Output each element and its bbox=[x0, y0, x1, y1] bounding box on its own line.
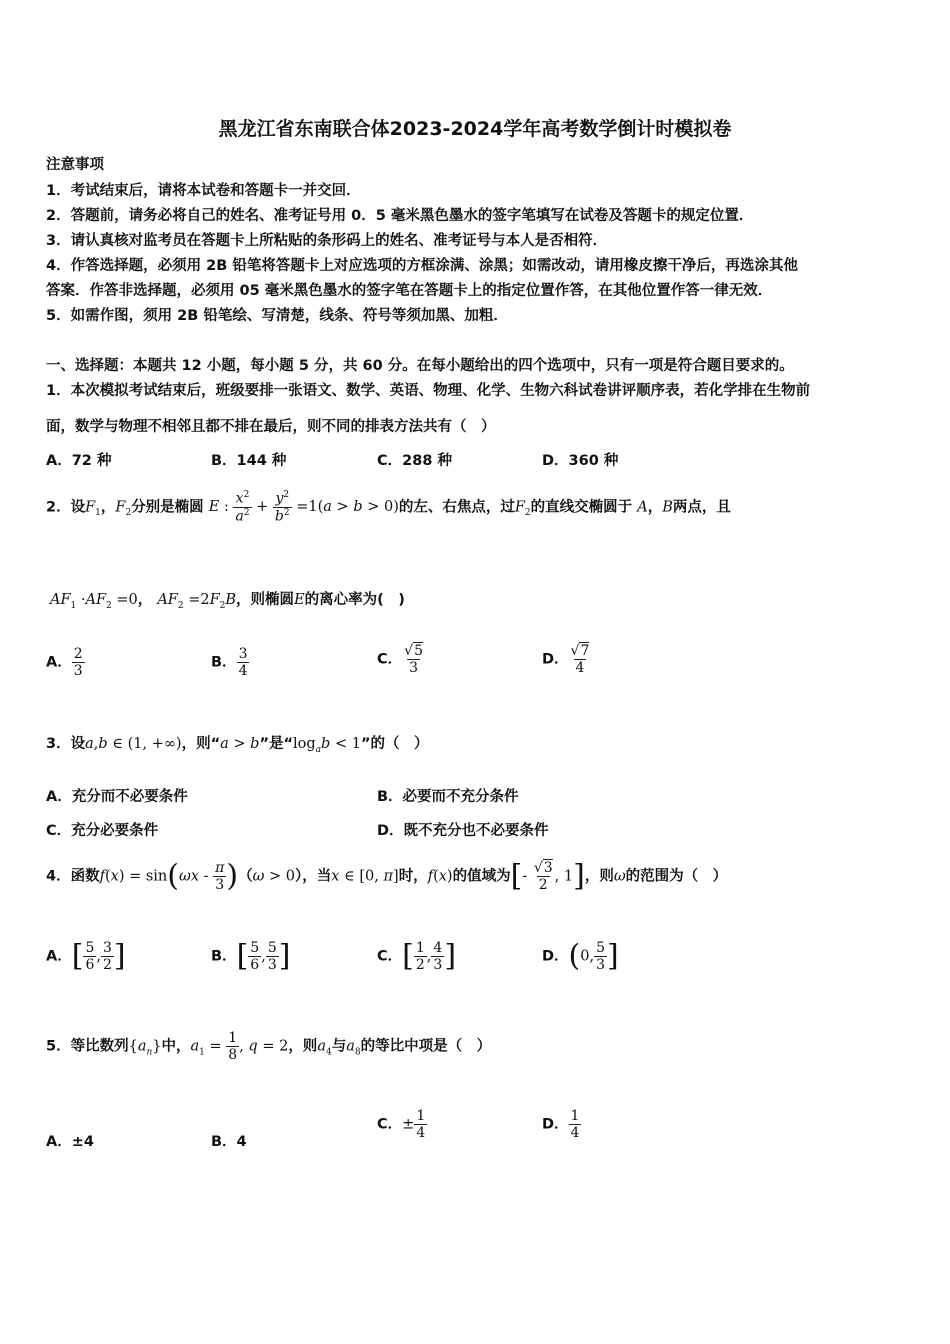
q2-option-c: C． $\frac{√5}{3}$ bbox=[377, 643, 423, 677]
notice-item-4: 4．作答选择题，必须用 2B 铅笔将答题卡上对应选项的方框涂满、涂黑；如需改动，请用橡皮擦干净后，再选涂其他 bbox=[46, 258, 798, 274]
section-heading: 一、选择题：本题共 12 小题，每小题 5 分，共 60 分。在每小题给出的四个选项中，只有一项是符合题目要求的。 bbox=[46, 358, 794, 374]
q4-option-c: C．[ $\frac{1}{2}$ , $\frac{4}{3}$ ] bbox=[377, 938, 457, 974]
notice-item-4-cont: 答案．作答非选择题，必须用 05 毫米黑色墨水的签字笔在答题卡上的指定位置作答，在其他位置作答一律无效． bbox=[46, 283, 773, 299]
ellipse-equation: E : $\frac{x^2}{a^2}$ + $\frac{y^2}{b^2}$ =1(a > b > 0) bbox=[208, 490, 399, 525]
notice-item-3: 3．请认真核对监考员在答题卡上所粘贴的条形码上的姓名、准考证号与本人是否相符． bbox=[46, 233, 608, 249]
notice-heading: 注意事项 bbox=[46, 157, 104, 173]
q1-line2: 面，数学与物理不相邻且都不排在最后，则不同的排表方法共有（ ） bbox=[46, 419, 496, 435]
notice-item-1: 1．考试结束后，请将本试卷和答题卡一并交回． bbox=[46, 183, 361, 199]
q5-stem: 5．等比数列$\{a_n\}$中，$a_1$ = $\frac{1}{8}$ , q = 2，则$a_4$与$a_8$的等比中项是（ ） bbox=[46, 1030, 492, 1064]
q1-option-b: B．144 种 bbox=[211, 453, 287, 469]
notice-item-5: 5．如需作图，须用 2B 铅笔绘、写清楚，线条、符号等须加黑、加粗． bbox=[46, 308, 508, 324]
q2-option-a: A． $\frac{2}{3}$ bbox=[46, 646, 83, 680]
q5-option-d: D． $\frac{1}{4}$ bbox=[542, 1108, 580, 1142]
q1-option-c: C．288 种 bbox=[377, 453, 452, 469]
q1-option-a: A．72 种 bbox=[46, 453, 112, 469]
q5-option-a: A．±4 bbox=[46, 1134, 94, 1150]
q5-option-c: C．± $\frac{1}{4}$ bbox=[377, 1108, 426, 1142]
q1-option-d: D．360 种 bbox=[542, 453, 619, 469]
q3-stem: 3．设a,b ∈ (1, +∞)，则“a > b”是“$\log_ab < 1$”的（ ） bbox=[46, 736, 429, 755]
q4-option-d: D．(0, $\frac{5}{3}$ ] bbox=[542, 938, 619, 974]
q2-option-b: B． $\frac{3}{4}$ bbox=[211, 646, 248, 680]
q3-option-a: A．充分而不必要条件 bbox=[46, 789, 188, 805]
q2-option-d: D． $\frac{√7}{4}$ bbox=[542, 643, 590, 677]
q4-option-a: A．[ $\frac{5}{6}$ , $\frac{3}{2}$ ] bbox=[46, 938, 126, 974]
q1-line1: 1．本次模拟考试结束后，班级要排一张语文、数学、英语、物理、化学、生物六科试卷讲评顺序表，若化学排在生物前 bbox=[46, 383, 811, 399]
q3-option-b: B．必要而不充分条件 bbox=[377, 789, 519, 805]
q5-option-b: B．4 bbox=[211, 1134, 247, 1150]
q2-condition: $AF_1 \cdot AF_2 =0$， $AF_2 =2F_2B$，则椭圆E的离心率为( ) bbox=[50, 592, 405, 611]
q2-stem: 2．设$F_1$，$F_2$分别是椭圆 E : $\frac{x^2}{a^2}$ + $\frac{y^2}{b^2}$ =1(a > b > 0)的左、右焦点，过$F_2$的直线交椭圆于 A，B两点，且 bbox=[46, 490, 731, 525]
notice-item-2: 2．答题前，请务必将自己的姓名、准考证号用 0．5 毫米黑色墨水的签字笔填写在试卷及答题卡的规定位置． bbox=[46, 208, 754, 224]
q3-option-c: C．充分必要条件 bbox=[46, 823, 159, 839]
q4-option-b: B．[ $\frac{5}{6}$ , $\frac{5}{3}$ ] bbox=[211, 938, 291, 974]
page-title: 黑龙江省东南联合体2023-2024学年高考数学倒计时模拟卷 bbox=[218, 118, 732, 140]
q4-stem: 4．函数f(x) = sin(ωx - $\frac{\pi}{3}$ )（ω > 0），当x ∈ [0, π]时，f(x)的值域为[- $\frac{√3}{2}$ , 1]，则ω的范围为（ ） bbox=[46, 858, 728, 894]
q3-option-d: D．既不充分也不必要条件 bbox=[377, 823, 549, 839]
